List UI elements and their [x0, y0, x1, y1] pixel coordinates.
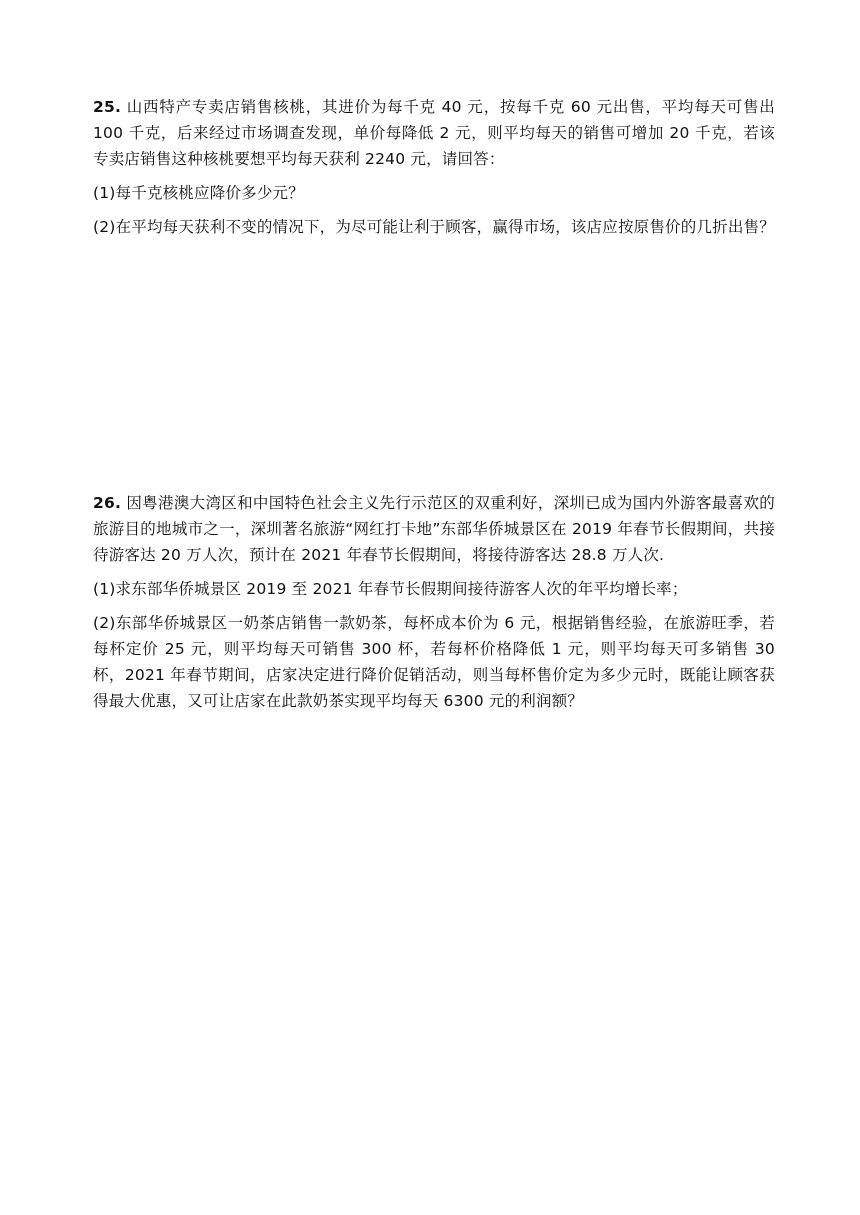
- problem-25-part-2: (2)在平均每天获利不变的情况下，为尽可能让利于顾客，赢得市场，该店应按原售价的几折出售？: [93, 218, 775, 236]
- problem-26-part-1: (1)求东部华侨城景区 2019 至 2021 年春节长假期间接待游客人次的年平均增长率；: [93, 580, 688, 598]
- problem-25-stem: [93, 94, 775, 172]
- problem-25: [93, 94, 775, 248]
- problem-25-number: 25.: [93, 98, 122, 116]
- problem-26-stem-text: 因粤港澳大湾区和中国特色社会主义先行示范区的双重利好，深圳已成为国内外游客最喜欢的旅游目的地城市之一，深圳著名旅游“网红打卡地”东部华侨城景区在 2019 年春节长假期间，共接待游客达 20 万人次，预计在 2021 年春节长假期间，将接待游客达 28.8 万人次.: [93, 494, 776, 564]
- problem-26: [93, 490, 775, 722]
- problem-25-stem-text: 山西特产专卖店销售核桃，其进价为每千克 40 元，按每千克 60 元出售，平均每天可售出 100 千克，后来经过市场调查发现，单价每降低 2 元，则平均每天的销售可增加 20 千克，若该专卖店销售这种核桃要想平均每天获利 2240 元，请回答：: [93, 98, 775, 168]
- problem-25-part-1: (1)每千克核桃应降价多少元？: [93, 184, 304, 202]
- problem-26-stem: [93, 490, 775, 568]
- problem-26-number: 26.: [93, 494, 122, 512]
- problem-26-part-2: (2)东部华侨城景区一奶茶店销售一款奶茶，每杯成本价为 6 元，根据销售经验，在旅游旺季，若每杯定价 25 元，则平均每天可销售 300 杯，若每杯价格降低 1 元，则平均每天可多销售 30 杯，2021 年春节期间，店家决定进行降价促销活动，则当每杯售价定为多少元时，既能让顾客获得最大优惠，又可让店家在此款奶茶实现平均每天 6300 元的利润额？: [93, 614, 775, 710]
